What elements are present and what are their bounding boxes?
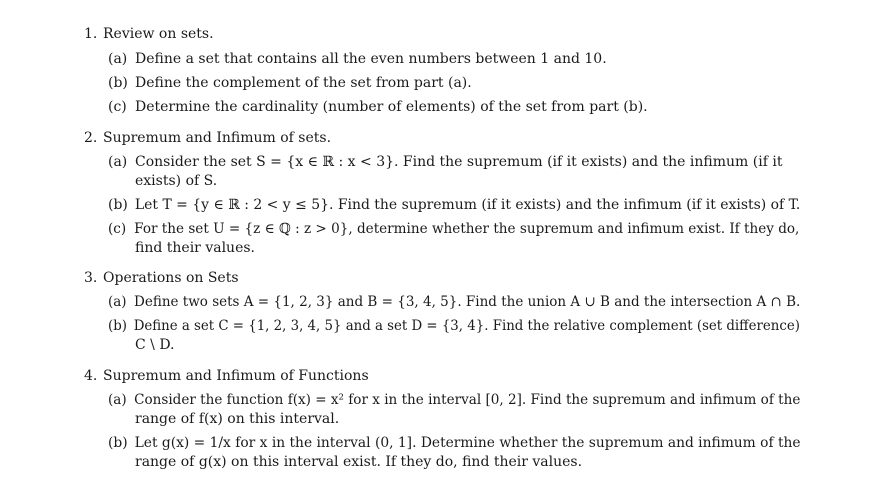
question-1-part-b bbox=[108, 75, 472, 92]
question-4-part-b-continued: range of g(x) on this interval exist. If they do, find their values. bbox=[135, 454, 583, 470]
part-text: Let T = {y ∈ ℝ : 2 < y ≤ 5}. Find the supremum (if it exists) and the infimum (if it exists) of T. bbox=[134, 197, 801, 213]
question-title: Supremum and Infimum of Functions bbox=[103, 368, 369, 384]
question-number: 2. bbox=[84, 130, 98, 146]
question-2-part-c-continued: find their values. bbox=[135, 240, 255, 256]
question-title: Supremum and Infimum of sets. bbox=[103, 130, 332, 146]
question-4-part-a bbox=[108, 392, 800, 409]
question-2-part-c bbox=[108, 221, 799, 238]
question-number: 1. bbox=[84, 26, 98, 42]
part-text: Define two sets A = {1, 2, 3} and B = {3, 4, 5}. Find the union A ∪ B and the intersection A ∩ B. bbox=[134, 294, 801, 310]
question-2-part-b bbox=[108, 197, 800, 214]
part-label: (b) bbox=[108, 75, 128, 91]
part-text: Define the complement of the set from part (a). bbox=[135, 75, 472, 91]
question-2-part-a-continued: exists) of S. bbox=[135, 173, 218, 189]
part-label: (b) bbox=[108, 318, 127, 334]
question-2-part-a bbox=[108, 154, 782, 171]
question-3-heading bbox=[84, 270, 239, 287]
question-1-part-c bbox=[108, 99, 648, 116]
part-text: Consider the set S = {x ∈ ℝ : x < 3}. Find the supremum (if it exists) and the infimum (if it bbox=[135, 154, 783, 170]
part-label: (a) bbox=[108, 154, 128, 170]
question-3-part-b bbox=[108, 318, 800, 335]
part-text: Let g(x) = 1/x for x in the interval (0, 1]. Determine whether the supremum and infimum of the bbox=[134, 435, 801, 451]
part-label: (a) bbox=[108, 392, 127, 408]
question-1-heading bbox=[84, 26, 214, 43]
part-text: Consider the function f(x) = x² for x in the interval [0, 2]. Find the supremum and infimum of the bbox=[134, 392, 801, 408]
part-label: (b) bbox=[108, 435, 128, 451]
question-title: Operations on Sets bbox=[103, 270, 239, 286]
question-3-part-b-continued: C \ D. bbox=[135, 337, 175, 353]
part-label: (b) bbox=[108, 197, 128, 213]
part-label: (a) bbox=[108, 51, 128, 67]
question-4-part-a-continued: range of f(x) on this interval. bbox=[135, 411, 340, 427]
question-3-part-a bbox=[108, 294, 800, 311]
question-number: 3. bbox=[84, 270, 98, 286]
question-2-heading bbox=[84, 130, 331, 147]
part-label: (c) bbox=[108, 221, 127, 237]
part-label: (a) bbox=[108, 294, 127, 310]
part-text: Define a set that contains all the even numbers between 1 and 10. bbox=[135, 51, 607, 67]
question-4-part-b bbox=[108, 435, 801, 452]
question-4-heading bbox=[84, 368, 369, 385]
question-number: 4. bbox=[84, 368, 98, 384]
part-text: Determine the cardinality (number of elements) of the set from part (b). bbox=[135, 99, 648, 115]
part-text: Define a set C = {1, 2, 3, 4, 5} and a set D = {3, 4}. Find the relative complement (set difference) bbox=[133, 318, 800, 334]
question-1-part-a bbox=[108, 51, 607, 68]
part-text: For the set U = {z ∈ ℚ : z > 0}, determine whether the supremum and infimum exist. If they do, bbox=[134, 221, 800, 237]
part-label: (c) bbox=[108, 99, 127, 115]
question-title: Review on sets. bbox=[103, 26, 214, 42]
